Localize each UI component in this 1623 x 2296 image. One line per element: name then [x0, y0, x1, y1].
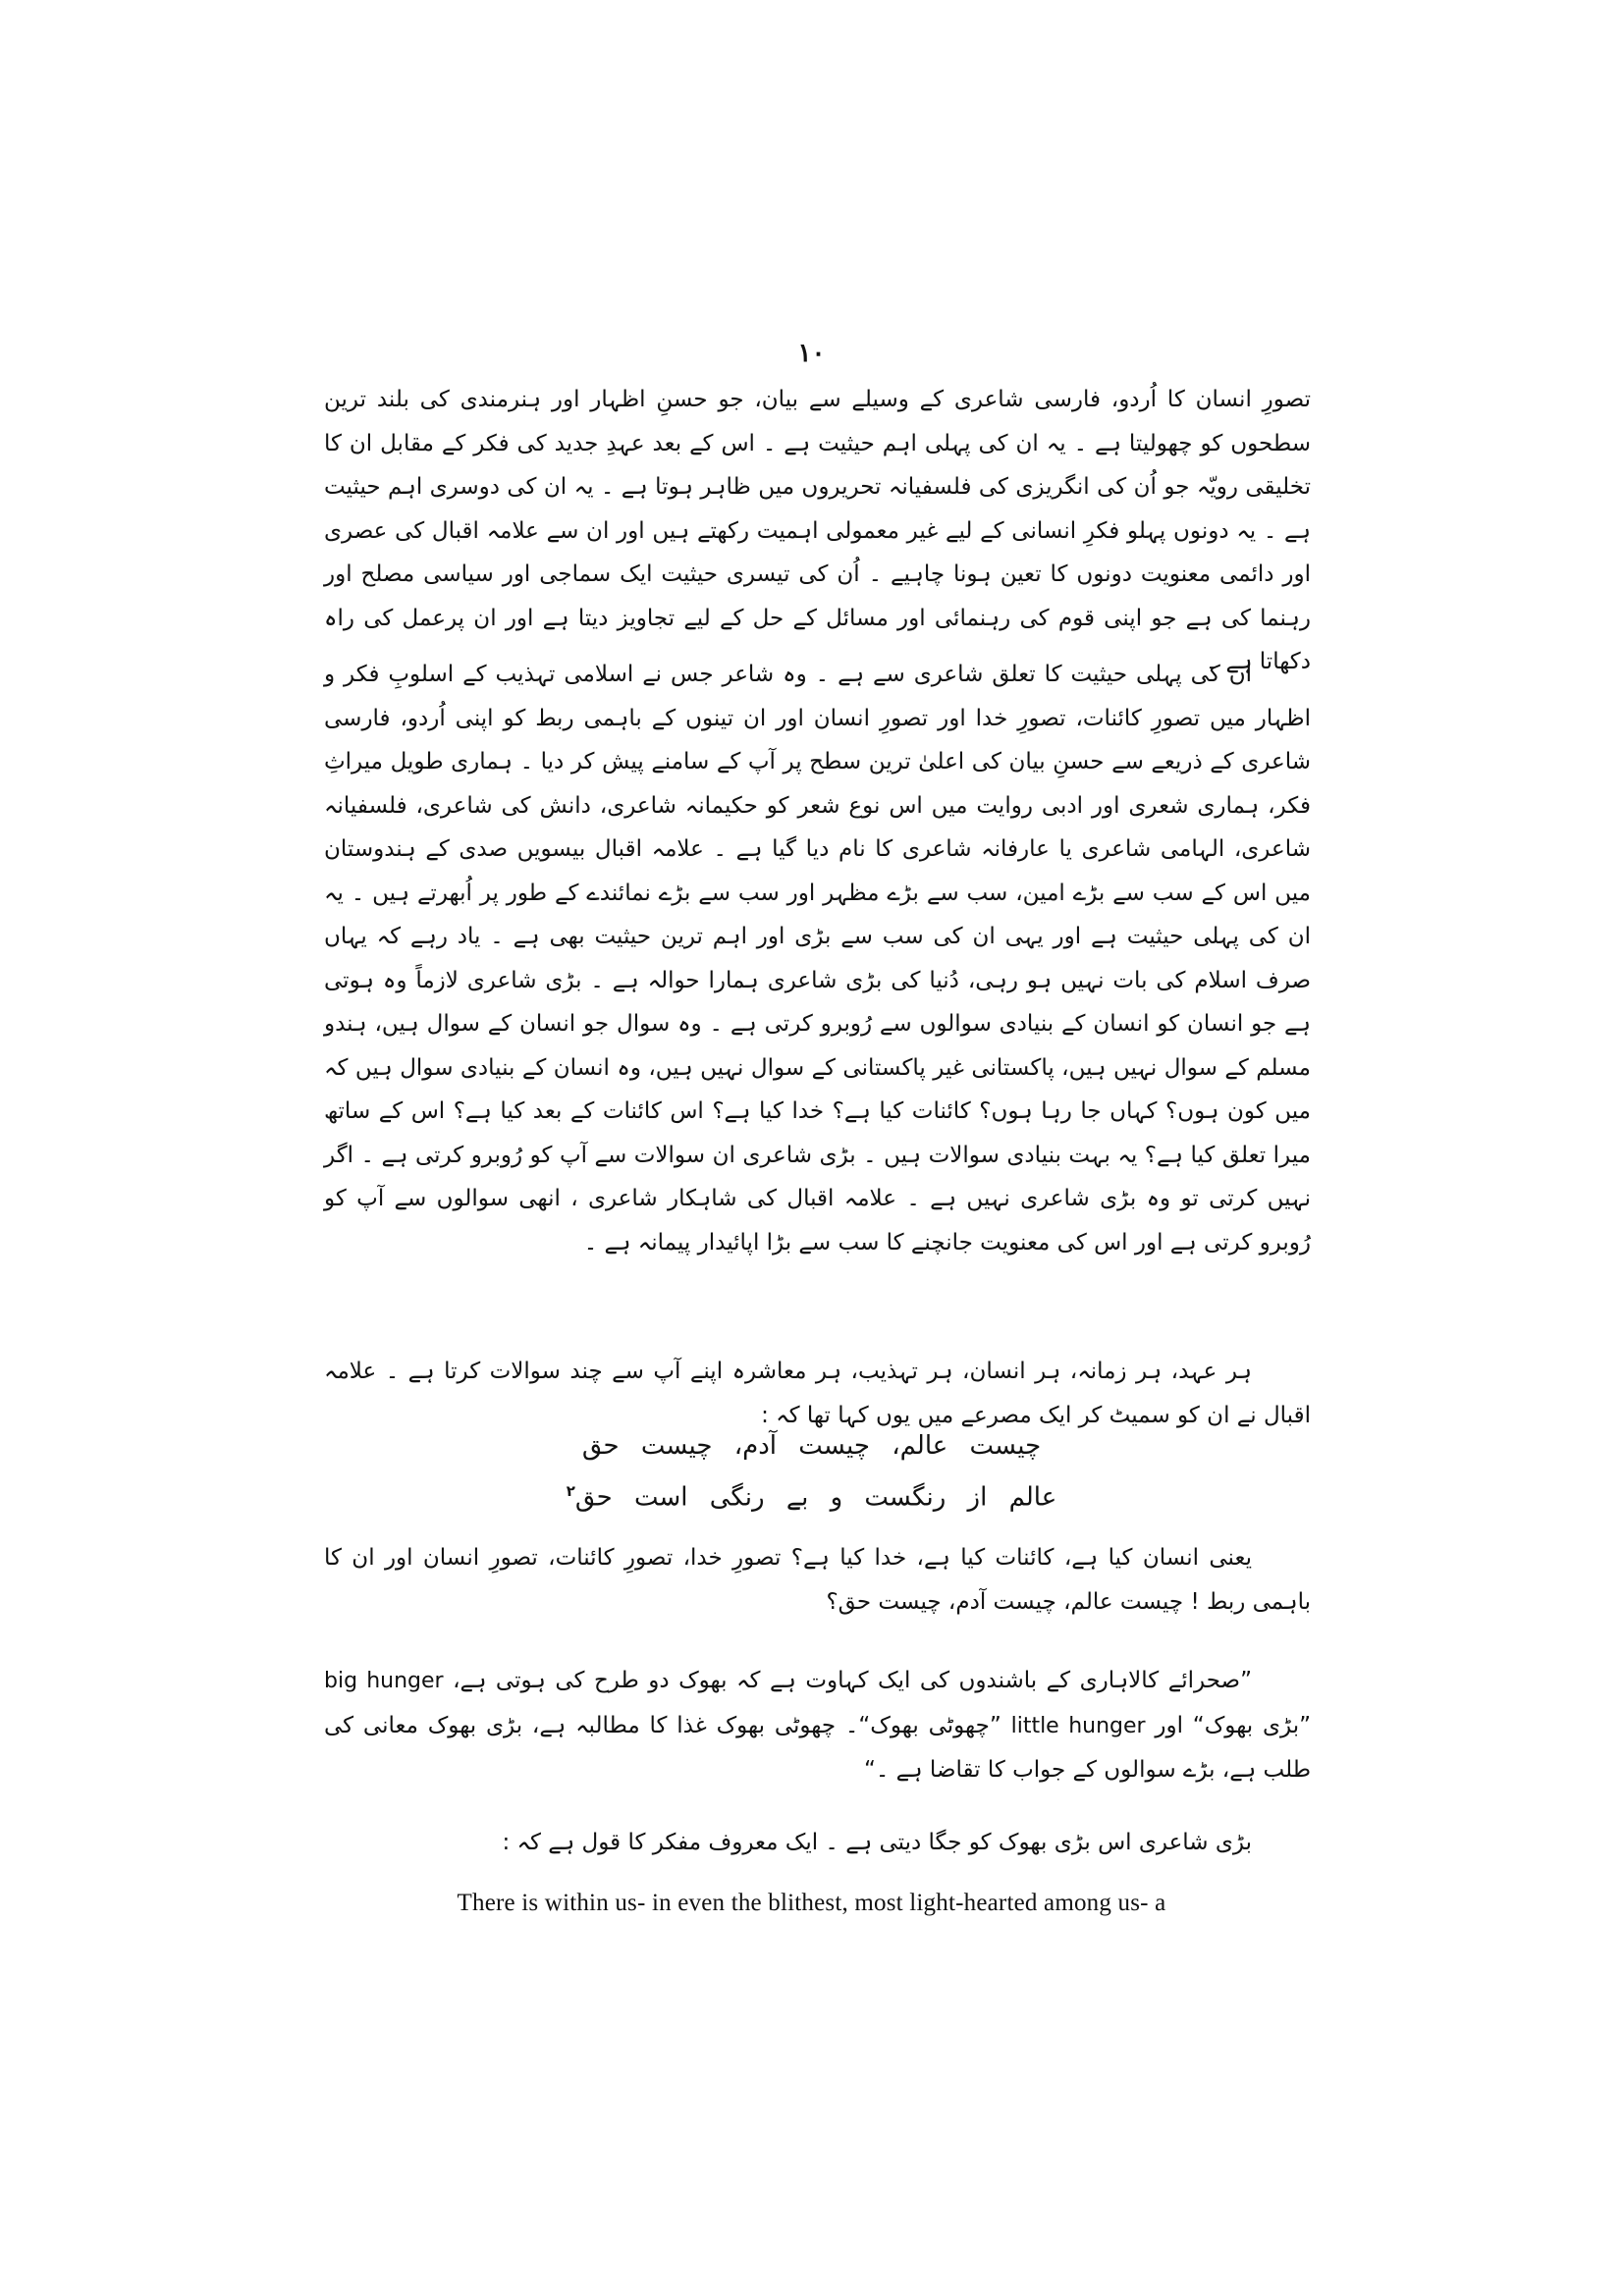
paragraph-kalahari-saying — [324, 1659, 1311, 1792]
page-number: ۱۰ — [797, 339, 826, 368]
quote-part: ”چھوٹی بھوک“۔ چھوٹی بھوک غذا کا مطالبہ ہے، بڑی بھوک معانی کی طلب ہے، بڑے سوالوں کے جواب کا تقاضا ہے ۔“ — [324, 1712, 1311, 1783]
english-term: little hunger — [1010, 1713, 1146, 1738]
paragraph-text: ہر عہد، ہر زمانہ، ہر انسان، ہر تہذیب، ہر معاشرہ اپنے آپ سے چند سوالات کرتا ہے ۔ علامہ اقبال نے ان کو سمیٹ کر ایک مصرعے میں یوں کہا تھا کہ : — [324, 1359, 1311, 1428]
verse-line-2 — [0, 1482, 1623, 1513]
english-term: big hunger — [324, 1669, 444, 1693]
paragraph-iqbal-three-roles — [324, 378, 1311, 684]
quote-part: ”بڑی بھوک“ اور — [1145, 1712, 1312, 1738]
verse-line-1 — [0, 1431, 1623, 1461]
footnote-marker: ۲ — [566, 1482, 575, 1500]
paragraph-questions-intro — [324, 1350, 1311, 1437]
paragraph-quote — [324, 1659, 1311, 1792]
quote-part: ”صحرائے کالاہاری کے باشندوں کی ایک کہاوت ہے کہ بھوک دو طرح کی ہوتی ہے، — [443, 1668, 1252, 1693]
paragraph-text: تصورِ انسان کا اُردو، فارسی شاعری کے وسیلے سے بیان، جو حسنِ اظہار اور ہنرمندی کی بلند ترین سطحوں کو چھولیتا ہے ۔ یہ ان کی پہلی اہم حیثیت ہے ۔ اس کے بعد عہدِ جدید کی فکر کے مقابل ان کا تخلیقی رویّہ جو اُن کی انگریزی کی فلسفیانہ تحریروں میں ظاہر ہوتا ہے ۔ یہ ان کی دوسری اہم حیثیت ہے ۔ یہ دونوں پہلو فکرِ انسانی کے لیے غیر معمولی اہمیت رکھتے ہیں اور ان سے علامہ اقبال کی عصری اور دائمی معنویت دونوں کا تعین ہونا چاہیے ۔ اُن کی تیسری حیثیت ایک سماجی اور سیاسی مصلح اور رہنما کی ہے جو اپنی قوم کی رہنمائی اور مسائل کے حل کے لیے تجاویز دیتا ہے اور ان پرعمل کی راہ دکھاتا ہے ۔ — [324, 387, 1311, 674]
verse-text: چیست عالم، چیست آدم، چیست حق — [581, 1431, 1042, 1461]
english-quote-line: There is within us- in even the blithest, most light-hearted among us- a — [457, 1890, 1166, 1916]
paragraph-great-poetry-hunger — [324, 1821, 1311, 1865]
paragraph-text: بڑی شاعری اس بڑی بھوک کو جگا دیتی ہے ۔ ایک معروف مفکر کا قول ہے کہ : — [502, 1830, 1252, 1855]
paragraph-text: یعنی انسان کیا ہے، کائنات کیا ہے، خدا کیا ہے؟ تصورِ خدا، تصورِ کائنات، تصورِ انسان اور ان کا باہمی ربط ! چیست عالم، چیست آدم، چیست حق؟ — [324, 1545, 1311, 1615]
paragraph-text: ان کی پہلی حیثیت کا تعلق شاعری سے ہے ۔ وہ شاعر جس نے اسلامی تہذیب کے اسلوبِ فکر و اظہار میں تصورِ کائنات، تصورِ خدا اور تصورِ انسان اور ان تینوں کے باہمی ربط کو اپنی اُردو، فارسی شاعری کے ذریعے سے حسنِ بیان کی اعلیٰ ترین سطح پر آپ کے سامنے پیش کر دیا ۔ ہماری طویل میراثِ فکر، ہماری شعری اور ادبی روایت میں اس نوع شعر کو حکیمانہ شاعری، دانش کی شاعری، فلسفیانہ شاعری، الہامی شاعری یا عارفانہ شاعری کا نام دیا گیا ہے ۔ علامہ اقبال بیسویں صدی کے ہندوستان میں اس کے سب سے بڑے امین، سب سے بڑے مظہر اور سب سے بڑے نمائندے کے طور پر اُبھرتے ہیں ۔ یہ ان کی پہلی حیثیت ہے اور یہی ان کی سب سے بڑی اور اہم ترین حیثیت بھی ہے ۔ یاد رہے کہ یہاں صرف اسلام کی بات نہیں ہو رہی، دُنیا کی بڑی شاعری ہمارا حوالہ ہے ۔ بڑی شاعری لازماً وہ ہوتی ہے جو انسان کو انسان کے بنیادی سوالوں سے رُوبرو کرتی ہے ۔ وہ سوال جو انسان کے سوال ہیں، ہندو مسلم کے سوال نہیں ہیں، پاکستانی غیر پاکستانی کے سوال نہیں ہیں، وہ انسان کے بنیادی سوال ہیں کہ میں کون ہوں؟ کہاں جا رہا ہوں؟ کائنات کیا ہے؟ خدا کیا ہے؟ اس کائنات کے بعد کیا ہے؟ اس کے ساتھ میرا تعلق کیا ہے؟ یہ بہت بنیادی سوالات ہیں ۔ بڑی شاعری ان سوالات سے آپ کو رُوبرو کرتی ہے ۔ اگر نہیں کرتی تو وہ بڑی شاعری نہیں ہے ۔ علامہ اقبال کی شاہکار شاعری ، انھی سوالوں سے آپ کو رُوبرو کرتی ہے اور اس کی معنویت جانچنے کا سب سے بڑا اپائیدار پیمانہ ہے ۔ — [324, 662, 1311, 1255]
paragraph-first-role-poetry — [324, 653, 1311, 1264]
verse-text: عالم از رنگست و بے رنگی است حق — [574, 1482, 1057, 1513]
paragraph-verse-explanation — [324, 1536, 1311, 1624]
